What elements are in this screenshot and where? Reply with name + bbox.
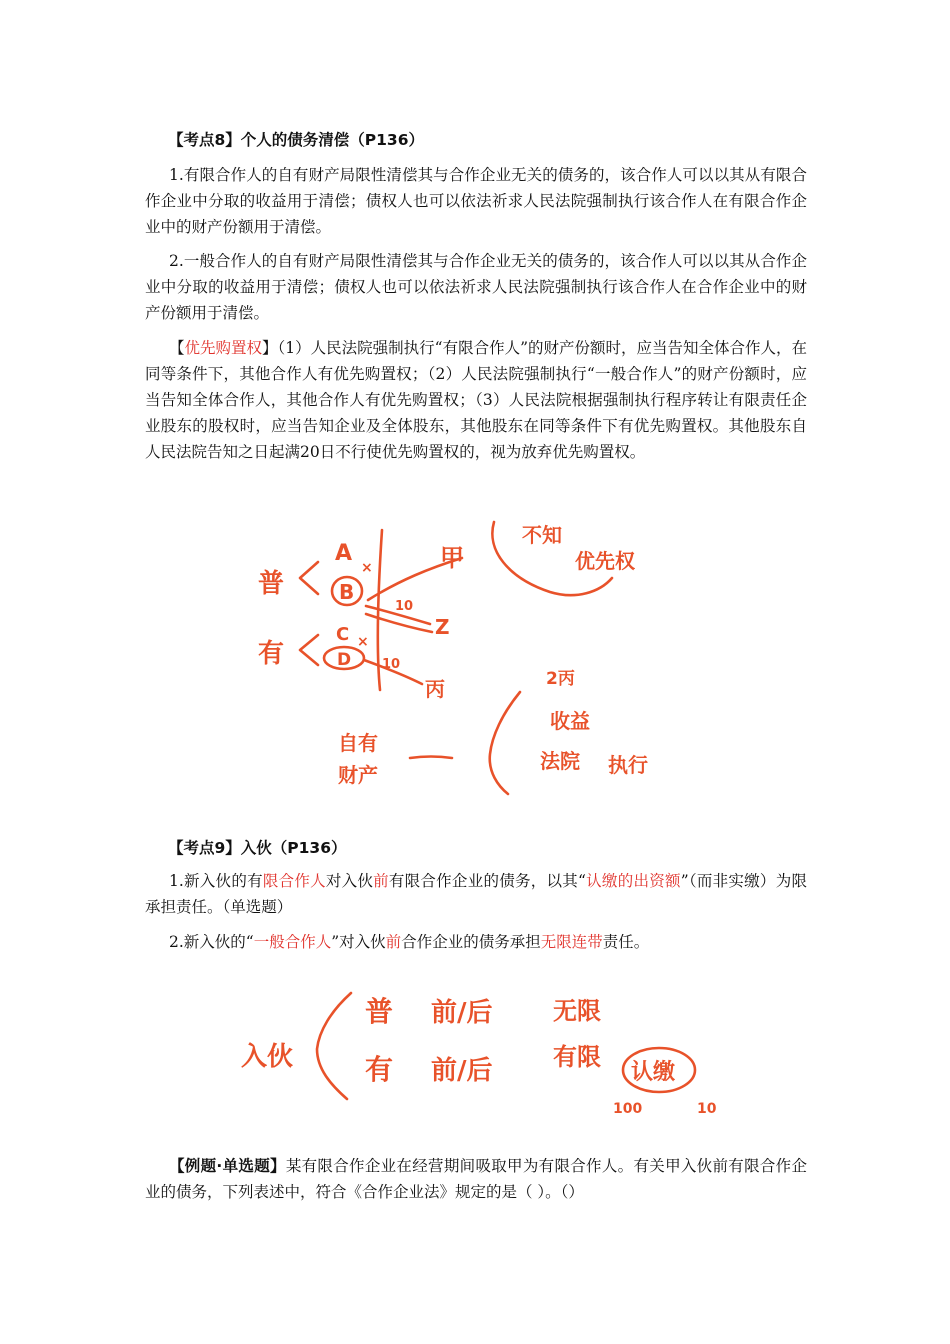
sketch-zhixing: 执行 (608, 753, 648, 777)
brace-you (300, 635, 318, 665)
s9p1-e: 有限合作企业的债务，以其“ (388, 872, 586, 890)
s9p2-d: 前 (385, 933, 402, 951)
bracket-open: 【 (169, 339, 185, 357)
sketch-b: B (339, 580, 355, 604)
sketch-shouyi: 收益 (550, 709, 590, 733)
s9p2-f: 无限连带 (540, 933, 603, 951)
sketch-ruhuo: 入伙 (241, 1042, 294, 1072)
sketch-ten-1: 10 (395, 599, 414, 614)
handwritten-sketch-partner-debt (240, 500, 680, 800)
sketch2-youxian: 有限 (553, 1043, 601, 1071)
sketch-dash (410, 757, 452, 759)
s9p2-c: ”对入伙 (331, 933, 386, 951)
sketch2-qianhou-1: 前/后 (431, 998, 493, 1028)
sketch-d: D (337, 650, 352, 670)
sketch2-renjiao: 认缴 (631, 1060, 676, 1085)
sketch-x2: × (357, 634, 369, 650)
line-to-yi (366, 614, 432, 632)
brace-enforce (490, 692, 520, 794)
example-question (145, 1153, 807, 1205)
brace-pu (300, 562, 318, 594)
priority-purchase-text: （1）人民法院强制执行“有限合作人”的财产份额时，应当告知全体合作人，在同等条件下，其他合作人有优先购置权；（2）人民法院强制执行“一般合作人”的财产份额时，应当告知全体合作人，其他合作人有优先购置权；（3）人民法院根据强制执行程序转让有限责任企业股东的股权时，应当告知企业及全体股东，其他股东在同等条件下有优先购置权。其他股东自人民法院告知之日起满20日不行使优先购置权的，视为放弃优先购置权。 (145, 339, 808, 461)
sketch-ten-2: 10 (382, 657, 401, 672)
s9p1-d: 前 (373, 872, 389, 890)
handwritten-sketch-admission (235, 975, 725, 1125)
priority-purchase-paragraph (145, 335, 807, 465)
s9p1-g: ”（而非实缴）为限承担责任。（单选题） (145, 872, 807, 916)
section-9-paragraph-2 (145, 929, 807, 955)
sketch-c: C (336, 624, 350, 645)
sketch2-100: 100 (613, 1101, 643, 1117)
s9p1-f: 认缴的出资额 (585, 872, 681, 890)
bracket-close: 】 (262, 339, 278, 357)
example-text: 某有限合作企业在经营期间吸取甲为有限合作人。有关甲入伙前有限合作企业的债务，下列表述中，符合《合作企业法》规定的是（ ）。（） (145, 1157, 807, 1201)
section-8-heading: 【考点8】个人的债务清偿（P136） (168, 131, 425, 149)
sketch-pu: 普 (258, 569, 285, 599)
sketch2-you: 有 (365, 1053, 394, 1086)
s9p2-b: 一般合作人 (253, 933, 332, 951)
sketch2-qianhou-2: 前/后 (431, 1056, 493, 1086)
sketch-fayuan: 法院 (540, 749, 580, 773)
sketch-buzhi: 不知 (522, 523, 562, 547)
sketch-yi: Z (435, 615, 450, 639)
s9p2-e: 合作企业的债务承担 (401, 933, 541, 951)
section-9-paragraph-1 (145, 868, 807, 920)
sketch-jia: 甲 (440, 544, 464, 572)
s9p2-g: 责任。 (602, 933, 650, 951)
sketch-a: A (335, 541, 353, 566)
section-8-paragraph-2: 2.一般合作人的自有财产局限性清偿其与合作企业无关的债务的，该合作人可以以其从合作企业中分取的收益用于清偿；债权人也可以依法祈求人民法院强制执行该合作人在合作企业中的财产份额用于清偿。 (145, 252, 807, 322)
sketch2-10: 10 (697, 1101, 717, 1117)
sketch2-wuxian: 无限 (553, 997, 601, 1025)
s9p1-b: 限合作人 (262, 872, 326, 890)
brace-admission (317, 993, 351, 1099)
s9p2-a: 2.新入伙的“ (169, 933, 254, 951)
section-9-heading: 【考点9】入伙（P136） (168, 839, 347, 857)
s9p1-c: 对入伙 (325, 872, 374, 890)
section-8-paragraph-1: 1.有限合作人的自有财产局限性清偿其与合作企业无关的债务的，该合作人可以以其从有限合作企业中分取的收益用于清偿；债权人也可以依法祈求人民法院强制执行该合作人在有限合作企业中的财产份额用于清偿。 (145, 166, 807, 236)
sketch-caichan: 财产 (338, 763, 378, 787)
sketch2-pu: 普 (365, 995, 394, 1028)
sketch-two-bing: 2丙 (546, 669, 575, 689)
sketch-x1: × (361, 560, 373, 576)
s9p1-a: 1.新入伙的有 (169, 872, 263, 890)
sketch-ziyou: 自有 (338, 731, 378, 755)
sketch-you: 有 (258, 639, 285, 669)
example-label: 【例题·单选题】 (169, 1157, 286, 1175)
sketch-bing: 丙 (425, 677, 445, 701)
priority-purchase-tag: 优先购置权 (184, 339, 263, 357)
sketch-youxianquan: 优先权 (575, 549, 635, 573)
